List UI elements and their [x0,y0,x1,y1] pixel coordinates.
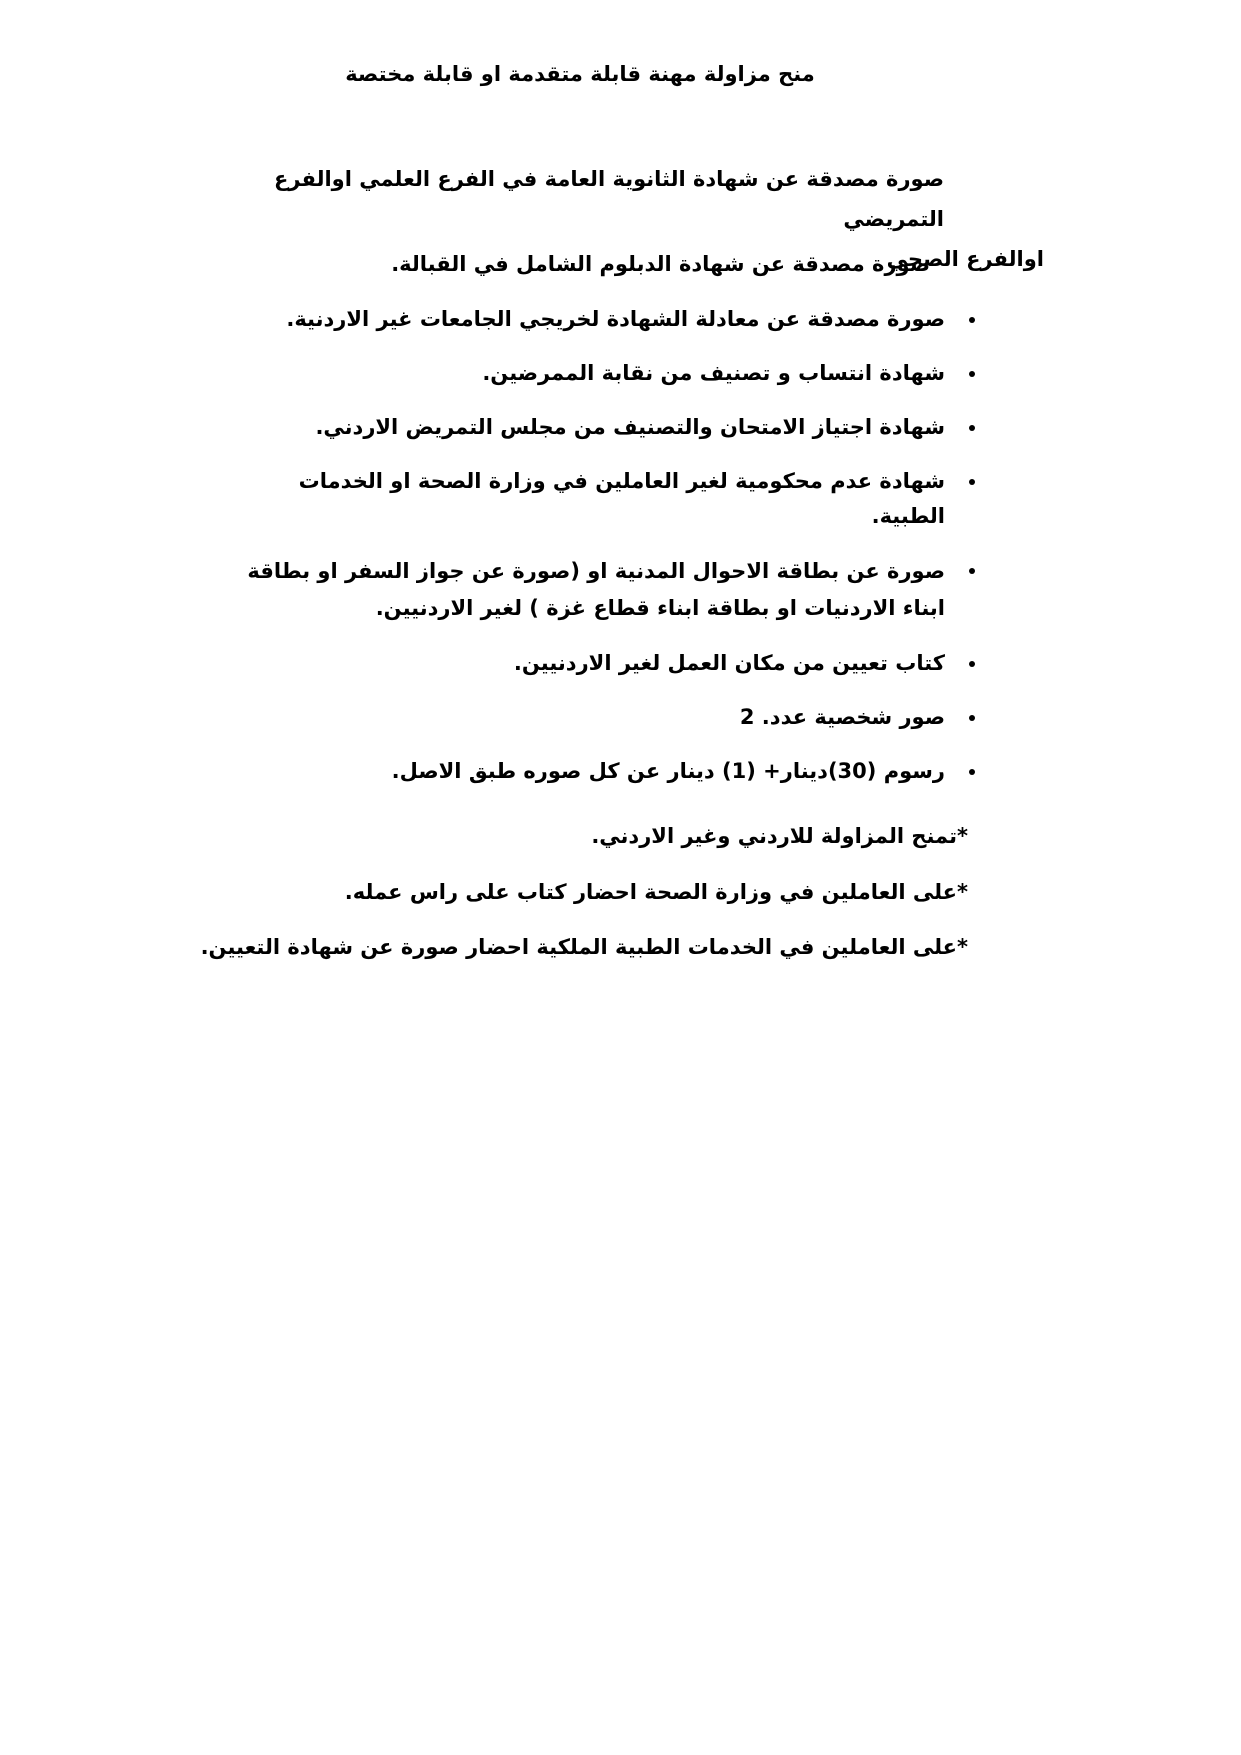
list-item [235,356,975,391]
list-item-text: صور شخصية عدد. 2 [739,705,945,729]
bullet-icon [969,769,975,775]
list-item-text: كتاب تعيين من مكان العمل لغير الاردنيين. [513,651,945,675]
note-1: *تمنح المزاولة للاردني وغير الاردني. [591,824,968,848]
list-item [235,700,975,735]
intro-line-1: صورة مصدقة عن شهادة الثانوية العامة في الفرع العلمي اوالفرع التمريضي [274,167,944,231]
list-item [235,646,975,681]
list-item-text: شهادة انتساب و تصنيف من نقابة الممرضين. [482,361,945,385]
list-item [235,410,975,445]
note-2: *على العاملين في وزارة الصحة احضار كتاب على راس عمله. [344,880,968,904]
bullet-icon [969,317,975,323]
bullet-icon [969,661,975,667]
list-item [235,553,975,627]
bullet-icon [969,568,975,574]
bullet-icon [969,425,975,431]
list-item-text: شهادة اجتياز الامتحان والتصنيف من مجلس التمريض الاردني. [315,415,945,439]
list-item-text: صورة مصدقة عن معادلة الشهادة لخريجي الجامعات غير الاردنية. [286,307,945,331]
list-item-text: صورة عن بطاقة الاحوال المدنية او (صورة عن جواز السفر او بطاقة ابناء الاردنيات او بطاقة ابناء قطاع غزة ) لغير الاردنيين. [247,559,945,620]
bullet-icon [969,371,975,377]
list-item [235,754,975,789]
diploma-line: صورة مصدقة عن شهادة الدبلوم الشامل في القبالة. [391,252,930,276]
page-title: منح مزاولة مهنة قابلة متقدمة او قابلة مختصة [345,62,815,86]
requirements-list [235,302,975,808]
list-item-text: رسوم (30)دينار+ (1) دينار عن كل صوره طبق الاصل. [391,759,945,783]
bullet-icon [969,479,975,485]
intro-line-2: اوالفرع الصحي [886,247,1044,271]
bullet-icon [969,715,975,721]
list-item [235,464,975,534]
list-item [235,302,975,337]
list-item-text: شهادة عدم محكومية لغير العاملين في وزارة الصحة او الخدمات الطبية. [298,469,945,528]
note-3: *على العاملين في الخدمات الطبية الملكية احضار صورة عن شهادة التعيين. [200,935,968,959]
